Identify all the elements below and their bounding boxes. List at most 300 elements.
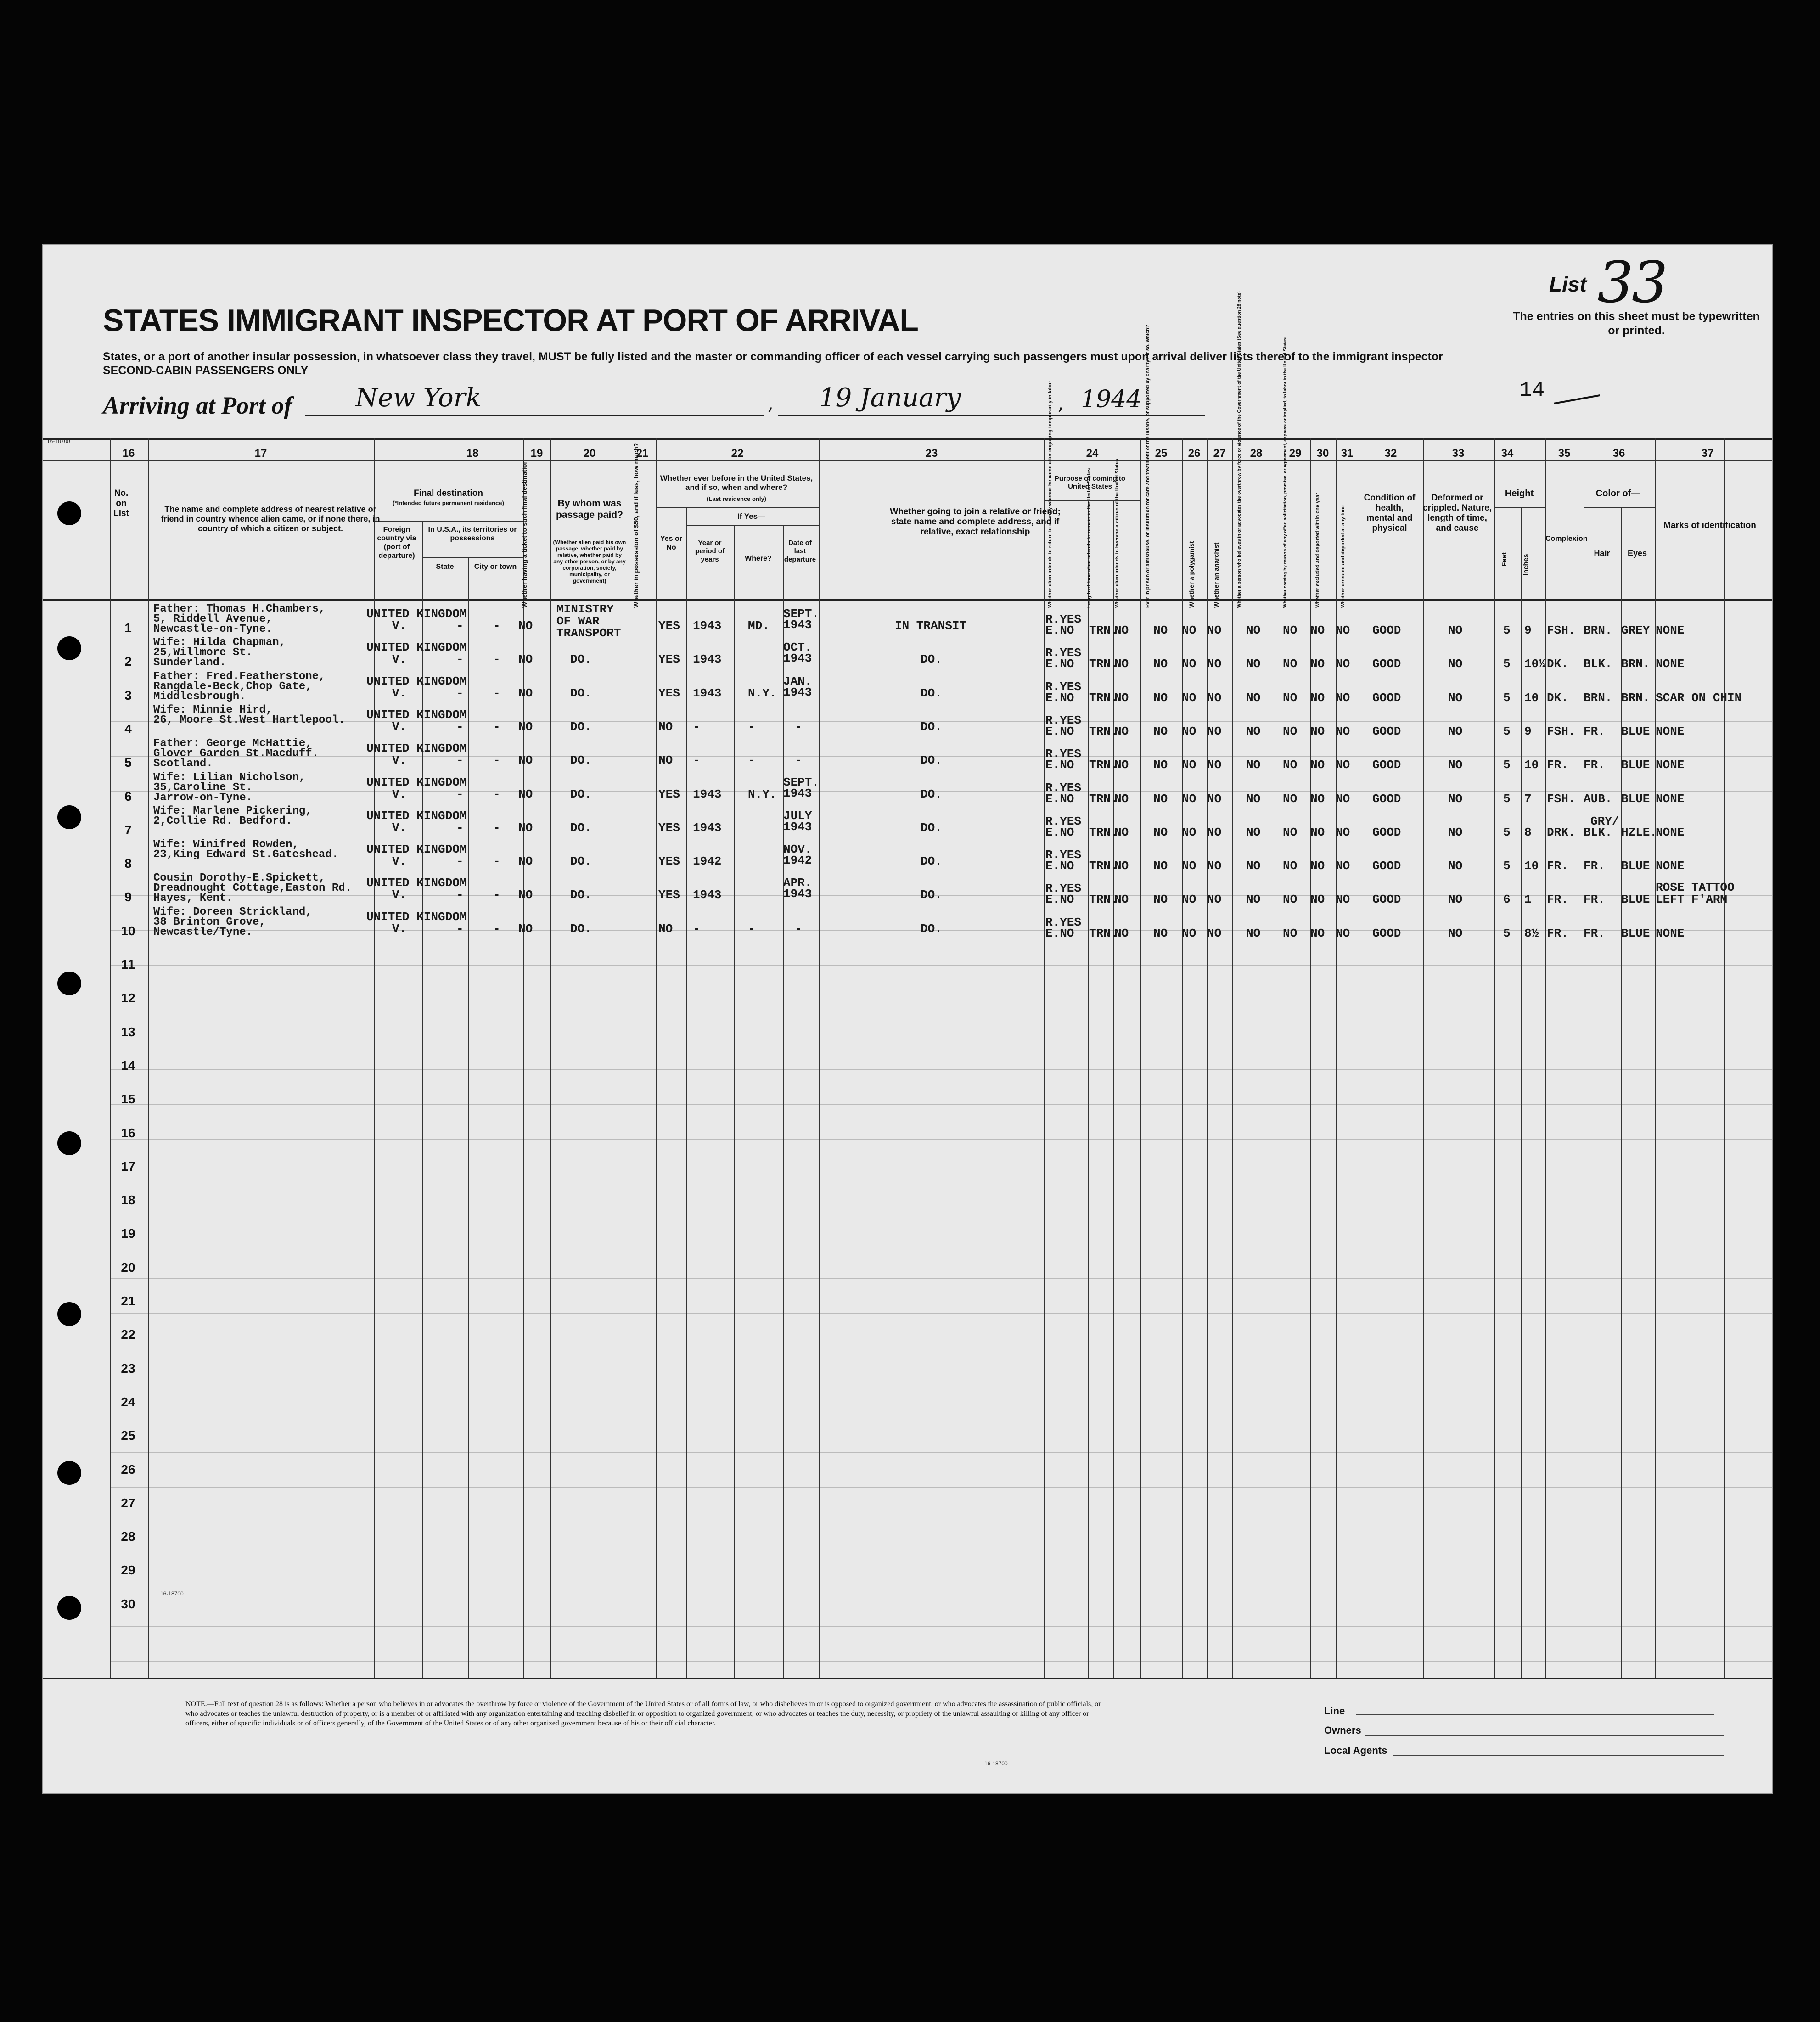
q25-answer: NO [1153,657,1168,671]
q31-answer: NO [1336,792,1350,806]
hair-color: BLK. [1584,657,1612,671]
form-code-top: 16-18700 [47,438,70,444]
hair-color: BRN. [1584,623,1612,637]
hair-color: FR. [1584,859,1605,873]
rule-bottom [43,1678,1772,1679]
hdr-deformed: Deformed or crippled. Nature, length of time, and cause [1423,493,1492,533]
ever-before: YES [658,888,680,902]
q26-answer: NO [1182,623,1196,637]
intends-citizen: NO [1114,657,1129,671]
year-in-us: 1943 [693,686,722,700]
last-departure-date: APR. [783,876,812,890]
rule-row [110,1104,1772,1105]
length-of-stay: TRN. [1089,623,1118,637]
manifest-sheet [42,244,1773,1794]
hdr-hair: Hair [1594,549,1610,558]
rule-row [110,1278,1772,1279]
identification-marks: SCAR ON CHIN [1656,691,1742,705]
last-departure-date: 1943 [783,820,812,834]
eye-color: BLUE [1621,792,1650,806]
joining-relative: DO. [921,719,942,734]
column-number: 33 [1452,447,1465,460]
q30-answer: NO [1310,825,1325,839]
relative-address: Wife: Hilda Chapman, [153,636,286,649]
complexion-value: DRK. [1547,825,1576,839]
relative-address: 23,King Edward St.Gateshead. [153,848,339,861]
row-number: 6 [124,789,132,803]
q28-answer: NO [1246,926,1261,940]
last-departure-date: 1943 [783,652,812,666]
height-feet: 5 [1503,724,1511,738]
destination-country: UNITED KINGDOM [366,607,467,621]
rule-column [1521,507,1522,1678]
purpose-of-coming: R.YES [1045,612,1082,626]
health-condition: GOOD [1372,623,1401,637]
hdr-purpose: Purpose of coming to United States [1054,475,1126,490]
destination-city: - [493,854,500,869]
binder-hole [57,1596,81,1620]
q28-answer: NO [1246,623,1261,637]
joining-relative: DO. [921,921,942,936]
deformed-answer: NO [1448,623,1463,637]
year-in-us: - [693,753,700,768]
q30-answer: NO [1310,859,1325,873]
purpose-of-coming: R.YES [1045,848,1082,862]
identification-marks: LEFT F'ARM [1656,893,1728,907]
rule-column [656,438,657,1678]
hdr-no-on-list: No. on List [113,489,129,518]
departure-port: V. [392,719,407,734]
column-number: 21 [636,447,649,460]
complexion-value: DK. [1547,657,1568,671]
hair-color: GRY/ [1590,814,1619,828]
departure-port: V. [392,787,407,801]
row-number: 4 [124,721,132,736]
column-number: 29 [1289,447,1302,460]
hair-color: BRN. [1584,691,1612,705]
intends-citizen: NO [1114,893,1129,907]
hdr-foreign-country: Foreign country via (port of departure) [377,526,416,560]
year-in-us: 1943 [693,787,722,801]
purpose-of-coming: E.NO [1045,724,1074,738]
q27-answer: NO [1207,792,1222,806]
purpose-of-coming: R.YES [1045,747,1082,761]
purpose-of-coming: E.NO [1045,623,1074,637]
destination-country: UNITED KINGDOM [366,876,467,890]
rule-column [1113,500,1114,1678]
rule-column [550,438,551,1678]
q31-answer: NO [1336,859,1350,873]
last-departure-date: 1943 [783,685,812,699]
binder-hole [57,501,81,525]
q25-answer: NO [1153,792,1168,806]
relative-address: Cousin Dorothy-E.Spickett, [153,872,326,885]
where-in-us: N.Y. [748,686,777,700]
length-of-stay: TRN. [1089,825,1118,839]
passage-paid-by: DO. [570,888,592,902]
ticket-answer: NO [518,652,533,667]
passage-paid-by: DO. [570,854,592,869]
length-of-stay: TRN. [1089,859,1118,873]
ever-before: YES [658,787,680,801]
destination-country: UNITED KINGDOM [366,775,467,789]
rule-row [110,1139,1772,1140]
hdr-by-whom-note: (Whether alien paid his own passage, whether paid by relative, whether paid by any other person, or by any corporation, society, municipality, or government) [553,539,626,584]
deformed-answer: NO [1448,691,1463,705]
year-in-us: 1942 [693,854,722,869]
q26-answer: NO [1182,758,1196,772]
column-number: 37 [1701,447,1714,460]
ever-before: YES [658,820,680,835]
length-of-stay: TRN. [1089,792,1118,806]
relative-address: Sunderland. [153,657,226,669]
last-departure-date: OCT. [783,640,812,655]
height-inches: 10½ [1524,657,1546,671]
deformed-answer: NO [1448,758,1463,772]
deformed-answer: NO [1448,893,1463,907]
height-feet: 5 [1503,758,1511,772]
hdr-by-whom: By whom was passage paid? [556,498,623,520]
purpose-of-coming: E.NO [1045,657,1074,671]
eye-color: BLUE [1621,758,1650,772]
row-number: 3 [124,688,132,702]
q30-answer: NO [1310,623,1325,637]
last-departure-date: - [795,719,802,734]
column-number: 23 [925,447,938,460]
q26-answer: NO [1182,893,1196,907]
relative-address: Newcastle/Tyne. [153,926,253,938]
passage-paid-by: MINISTRY [556,602,614,616]
column-number: 26 [1188,447,1201,460]
row-number: 7 [124,822,132,837]
hair-color: FR. [1584,724,1605,738]
eye-color: HZLE. [1621,825,1657,839]
ever-before: YES [658,652,680,667]
arriving-label: Arriving at Port of [103,392,292,419]
row-number: 13 [121,1024,135,1039]
relative-address: Dreadnought Cottage,Easton Rd. [153,882,352,895]
deformed-answer: NO [1448,926,1463,940]
list-note: The entries on this sheet must be typewritten or printed. [1513,310,1760,337]
row-number: 28 [121,1529,135,1544]
q28-answer: NO [1246,657,1261,671]
passage-paid-by: DO. [570,652,592,667]
hdr-length-stay: Length of time alien intends to remain in the United States [1086,468,1092,608]
q29-answer: NO [1283,623,1298,637]
column-number: 35 [1558,447,1571,460]
hdr-year-period: Year or period of years [695,539,725,563]
height-inches: 8½ [1524,926,1539,940]
complexion-value: FSH. [1547,792,1576,806]
destination-state: - [456,686,464,700]
rule-column [1494,438,1495,1678]
column-number: 30 [1316,447,1329,460]
row-number: 15 [121,1092,135,1106]
year-in-us: - [693,921,700,936]
q28-answer: NO [1246,825,1261,839]
q29-answer: NO [1283,926,1298,940]
relative-address: Hayes, Kent. [153,892,233,905]
binder-hole [57,972,81,995]
last-departure-date: 1943 [783,887,812,901]
height-inches: 1 [1524,893,1532,907]
row-number: 25 [121,1428,135,1443]
hdr-state: State [436,563,454,571]
passage-paid-by: DO. [570,787,592,801]
last-departure-date: 1943 [783,618,812,632]
q28-answer: NO [1246,792,1261,806]
q27-answer: NO [1207,893,1222,907]
row-number: 23 [121,1361,135,1376]
row-number: 27 [121,1495,135,1510]
rule-row [110,1661,1772,1662]
port-name: New York [355,383,482,413]
hdr-if-yes: If Yes— [737,512,766,521]
eye-color: BLUE [1621,724,1650,738]
hdr-final-destination: Final destination [414,489,483,498]
hdr-q28: Whether a person who believes in or advocates the overthrow by force or violence of the Government of the United States (See question 28 note) [1237,291,1242,608]
length-of-stay: TRN. [1089,926,1118,940]
q26-answer: NO [1182,825,1196,839]
purpose-of-coming: R.YES [1045,814,1082,828]
hair-color: FR. [1584,893,1605,907]
binder-hole [57,1302,81,1326]
hair-color: BLK. [1584,825,1612,839]
column-number: 32 [1384,447,1397,460]
destination-country: UNITED KINGDOM [366,674,467,688]
relative-address: Father: Fred.Featherstone, [153,670,326,683]
column-number: 20 [583,447,596,460]
identification-marks: ROSE TATTOO [1656,881,1735,895]
where-in-us: MD. [748,619,770,633]
q31-answer: NO [1336,926,1350,940]
hdr-citizen: Whether alien intends to become a citizen of the United States [1114,458,1120,608]
rule-column [1621,507,1622,1678]
rule-sub-ifyes [686,525,819,526]
rule-column [110,438,111,1678]
hdr-inches: Inches [1522,554,1530,576]
relative-address: 26, Moore St.West Hartlepool. [153,713,345,726]
relative-address: Jarrow-on-Tyne. [153,791,253,804]
purpose-of-coming: E.NO [1045,859,1074,873]
identification-marks: NONE [1656,825,1685,839]
hdr-marks: Marks of identification [1663,521,1756,530]
destination-state: - [456,787,464,801]
column-number: 27 [1213,447,1226,460]
hair-color: FR. [1584,758,1605,772]
q25-answer: NO [1153,691,1168,705]
q29-answer: NO [1283,792,1298,806]
complexion-value: FR. [1547,926,1568,940]
destination-country: UNITED KINGDOM [366,741,467,756]
joining-relative: DO. [921,652,942,667]
year-in-us: - [693,719,700,734]
destination-country: UNITED KINGDOM [366,809,467,823]
departure-port: V. [392,854,407,869]
row-number: 19 [121,1226,135,1241]
passage-paid-by: TRANSPORT [556,626,621,640]
row-number: 17 [121,1159,135,1174]
identification-marks: NONE [1656,926,1685,940]
form-code-bottom: 16-18700 [984,1760,1008,1767]
binder-hole [57,1131,81,1155]
destination-state: - [456,753,464,768]
hdr-final-destination-note: (*Intended future permanent residence) [393,500,504,506]
class-line: SECOND-CABIN PASSENGERS ONLY [103,364,309,377]
footnote-q28: NOTE.—Full text of question 28 is as follows: Whether a person who believes in or advocates the overthrow by force or violence of the Government of the United States or of all forms of law, or who disbelieves in or is opposed to organized government, or who advocates the assassination of public officials, or who advocates or teaches the unlawful destruction of property, or is a member of or affiliated with any organization entertaining and teaching disbelief in or opposition to organized government, or who advocates or teaches the duty, necessity, or propriety of the unlawful assaulting or killing of any officer or officers, either of specific individuals or of officers generally, of the Government of the United States or of any other organized government because of his or their official character. [185,1700,1101,1727]
passage-paid-by: DO. [570,820,592,835]
purpose-of-coming: E.NO [1045,926,1074,940]
column-number: 16 [122,447,135,460]
q27-answer: NO [1207,724,1222,738]
rule-row [110,1452,1772,1453]
complexion-value: DK. [1547,691,1568,705]
q27-answer: NO [1207,825,1222,839]
q29-answer: NO [1283,657,1298,671]
column-number: 28 [1250,447,1263,460]
complexion-value: FR. [1547,758,1568,772]
ticket-answer: NO [518,921,533,936]
complexion-value: FSH. [1547,724,1576,738]
rule-colnums [43,460,1772,461]
purpose-of-coming: R.YES [1045,646,1082,660]
destination-state: - [456,921,464,936]
passage-paid-by: DO. [570,753,592,768]
column-number: 22 [731,447,744,460]
q26-answer: NO [1182,691,1196,705]
q28-answer: NO [1246,893,1261,907]
height-inches: 10 [1524,691,1539,705]
q31-answer: NO [1336,691,1350,705]
subtitle-text: States, or a port of another insular possession, in whatsoever class they travel, MUST be fully listed and the master or commanding officer of each vessel carrying such passengers must upon arrival deliver lists thereof to the immigrant inspector [103,350,1443,363]
form-code-grid: 16-18700 [160,1590,184,1597]
arrival-date: 19 January [819,383,961,413]
identification-marks: NONE [1656,657,1685,671]
q31-answer: NO [1336,758,1350,772]
ticket-answer: NO [518,619,533,633]
deformed-answer: NO [1448,792,1463,806]
joining-relative: IN TRANSIT [895,619,967,633]
ever-before: YES [658,686,680,700]
identification-marks: NONE [1656,792,1685,806]
rule-sub-ever [656,507,819,508]
line-label: Line [1324,1705,1345,1717]
ticket-answer: NO [518,888,533,902]
q25-answer: NO [1153,859,1168,873]
intends-citizen: NO [1114,792,1129,806]
hdr-anarchist: Whether an anarchist [1213,542,1220,608]
hdr-where: Where? [745,555,772,562]
destination-country: UNITED KINGDOM [366,640,467,655]
ticket-answer: NO [518,820,533,835]
q30-answer: NO [1310,724,1325,738]
q28-answer: NO [1246,758,1261,772]
q29-answer: NO [1283,758,1298,772]
last-departure-date: SEPT. [783,775,820,789]
column-number: 34 [1501,447,1514,460]
ticket-answer: NO [518,787,533,801]
row-number: 20 [121,1260,135,1275]
ever-before: NO [658,719,673,734]
height-feet: 5 [1503,657,1511,671]
intends-citizen: NO [1114,758,1129,772]
health-condition: GOOD [1372,792,1401,806]
identification-marks: NONE [1656,758,1685,772]
relative-address: 38 Brinton Grove, [153,916,266,928]
hdr-return: Whether alien intends to return to country whence he came after engaging temporarily in labor [1047,381,1053,608]
q27-answer: NO [1207,691,1222,705]
purpose-of-coming: R.YES [1045,915,1082,929]
destination-city: - [493,619,500,633]
height-feet: 5 [1503,825,1511,839]
rule-row [110,1313,1772,1314]
height-feet: 5 [1503,926,1511,940]
rule-column [819,438,820,1678]
list-label: List [1549,272,1587,296]
ticket-answer: NO [518,854,533,869]
q31-answer: NO [1336,657,1350,671]
year-in-us: 1943 [693,619,722,633]
q30-answer: NO [1310,792,1325,806]
ever-before: YES [658,619,680,633]
destination-state: - [456,888,464,902]
q29-answer: NO [1283,724,1298,738]
q31-answer: NO [1336,825,1350,839]
hdr-possession-50: Whether in possession of $50, and if less, how much? [632,443,640,608]
complexion-value: FR. [1547,859,1568,873]
relative-address: Glover Garden St.Macduff. [153,747,319,760]
agents-rule [1393,1755,1724,1756]
q26-answer: NO [1182,859,1196,873]
relative-address: Scotland. [153,758,213,770]
rule-column [1232,438,1233,1678]
hdr-height: Height [1505,489,1534,499]
height-feet: 5 [1503,859,1511,873]
rule-column [1423,438,1424,1678]
height-feet: 6 [1503,893,1511,907]
hair-color: AUB. [1584,792,1612,806]
q28-answer: NO [1246,859,1261,873]
comma-2: , [1058,393,1064,414]
rule-row [110,965,1772,966]
relative-address: Wife: Marlene Pickering, [153,804,312,817]
hdr-polygamist: Whether a polygamist [1188,541,1195,608]
row-number: 14 [121,1058,135,1073]
relative-address: Father: Thomas H.Chambers, [153,603,326,615]
stamp-number: 14 [1519,378,1545,402]
eye-color: BLUE [1621,926,1650,940]
column-number: 18 [466,447,479,460]
q29-answer: NO [1283,859,1298,873]
q26-answer: NO [1182,792,1196,806]
row-number: 29 [121,1563,135,1578]
q27-answer: NO [1207,623,1222,637]
length-of-stay: TRN. [1089,758,1118,772]
last-departure-date: SEPT. [783,607,820,621]
row-number: 9 [124,890,132,904]
last-departure-date: 1943 [783,786,812,800]
column-number: 36 [1612,447,1625,460]
purpose-of-coming: E.NO [1045,758,1074,772]
row-number: 11 [121,957,135,972]
passage-paid-by: DO. [570,719,592,734]
relative-address: Wife: Doreen Strickland, [153,905,312,918]
q27-answer: NO [1207,926,1222,940]
q25-answer: NO [1153,825,1168,839]
health-condition: GOOD [1372,893,1401,907]
purpose-of-coming: E.NO [1045,691,1074,705]
hdr-relative: The name and complete address of nearest relative or friend in country whence alien came, or if none there, in country of which a citizen or subject. [161,505,380,533]
